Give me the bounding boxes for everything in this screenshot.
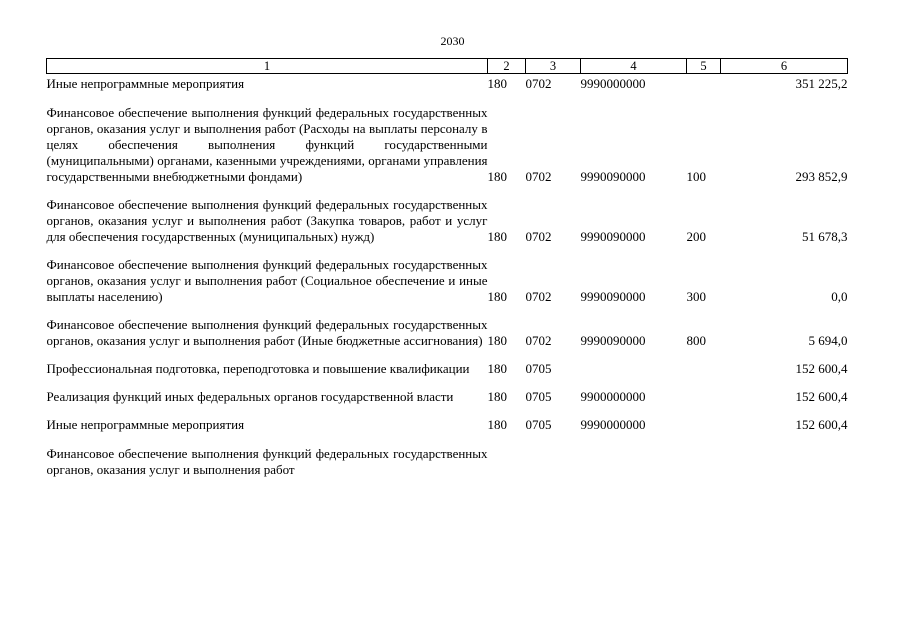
row-col-6: 351 225,2 (795, 76, 848, 91)
row-col-4: 9990090000 (580, 289, 646, 304)
header-col-6: 6 (721, 59, 848, 74)
row-col-4: 9990090000 (580, 333, 646, 348)
row-col-6: 152 600,4 (795, 417, 848, 432)
row-col-6: 152 600,4 (795, 361, 848, 376)
row-col-4: 9990090000 (580, 229, 646, 244)
table-row (47, 378, 848, 406)
row-name: Финансовое обеспечение выполнения функций федеральных государственных органов, оказания услуг и выполнения работ (Социальное обеспечение и иные выплаты населению) (46, 257, 488, 304)
row-col-2: 180 (487, 389, 507, 404)
header-col-4: 4 (581, 59, 687, 74)
row-col-4: 9990090000 (580, 169, 646, 184)
page-number: 2030 (440, 34, 465, 48)
header-row (47, 59, 848, 74)
row-name: Финансовое обеспечение выполнения функций федеральных государственных органов, оказания услуг и выполнения работ (Закупка товаров, работ и услуг для обеспечения государственных (муниципальных) нужд) (46, 197, 488, 244)
row-col-5 (687, 74, 721, 94)
row-col-6: 152 600,4 (795, 389, 848, 404)
row-name: Финансовое обеспечение выполнения функций федеральных государственных органов, оказания услуг и выполнения работ (Иные бюджетные ассигнования) (46, 317, 488, 348)
row-col-5: 200 (686, 229, 706, 244)
row-name: Реализация функций иных федеральных органов государственной власти (46, 389, 454, 404)
row-col-3: 0702 (525, 76, 552, 91)
row-col-5: 800 (686, 333, 706, 348)
row-name: Профессиональная подготовка, переподготовка и повышение квалификации (46, 361, 470, 376)
row-col-2: 180 (487, 169, 507, 184)
budget-table (46, 58, 848, 479)
row-col-2: 180 (487, 289, 507, 304)
row-col-5 (687, 406, 721, 434)
row-name: Финансовое обеспечение выполнения функций федеральных государственных органов, оказания услуг и выполнения работ (Расходы на выплаты персоналу в целях обеспечения выполнения функций государственными (муниципальными) органами, казенными учреждениями, органами управления государственными внебюджетными фондами) (46, 105, 488, 184)
row-col-5: 100 (686, 169, 706, 184)
row-col-2 (488, 434, 526, 479)
row-name: Иные непрограммные мероприятия (46, 417, 245, 432)
table-row (47, 186, 848, 246)
row-col-2: 180 (487, 417, 507, 432)
table-row (47, 93, 848, 186)
row-col-6: 5 694,0 (808, 333, 848, 348)
table-row (47, 74, 848, 94)
header-col-2: 2 (488, 59, 526, 74)
row-col-5 (687, 350, 721, 378)
row-col-4: 9990000000 (580, 417, 646, 432)
row-col-5 (687, 434, 721, 479)
row-col-2: 180 (487, 333, 507, 348)
table-row (47, 406, 848, 434)
row-col-2: 180 (487, 76, 507, 91)
row-col-3: 0702 (525, 229, 552, 244)
row-name: Иные непрограммные мероприятия (46, 76, 245, 91)
row-col-5: 300 (686, 289, 706, 304)
row-col-4: 9990000000 (580, 76, 646, 91)
row-col-3: 0702 (525, 289, 552, 304)
row-col-3: 0705 (525, 389, 552, 404)
row-col-6 (721, 434, 848, 479)
row-col-2: 180 (487, 229, 507, 244)
row-col-4 (581, 350, 687, 378)
table-row (47, 350, 848, 378)
row-name: Финансовое обеспечение выполнения функций федеральных государственных органов, оказания услуг и выполнения работ (46, 446, 488, 477)
table-row (47, 246, 848, 306)
header-col-1: 1 (47, 59, 488, 74)
table-row (47, 306, 848, 350)
table-row (47, 434, 848, 479)
header-col-3: 3 (526, 59, 581, 74)
row-col-4 (581, 434, 687, 479)
row-col-4: 9900000000 (580, 389, 646, 404)
row-col-5 (687, 378, 721, 406)
row-col-3: 0705 (525, 361, 552, 376)
row-col-3: 0702 (525, 333, 552, 348)
row-col-3: 0702 (525, 169, 552, 184)
header-col-5: 5 (687, 59, 721, 74)
row-col-2: 180 (487, 361, 507, 376)
row-col-6: 293 852,9 (795, 169, 848, 184)
row-col-6: 0,0 (831, 289, 848, 304)
row-col-3: 0705 (525, 417, 552, 432)
row-col-6: 51 678,3 (802, 229, 848, 244)
row-col-3 (526, 434, 581, 479)
